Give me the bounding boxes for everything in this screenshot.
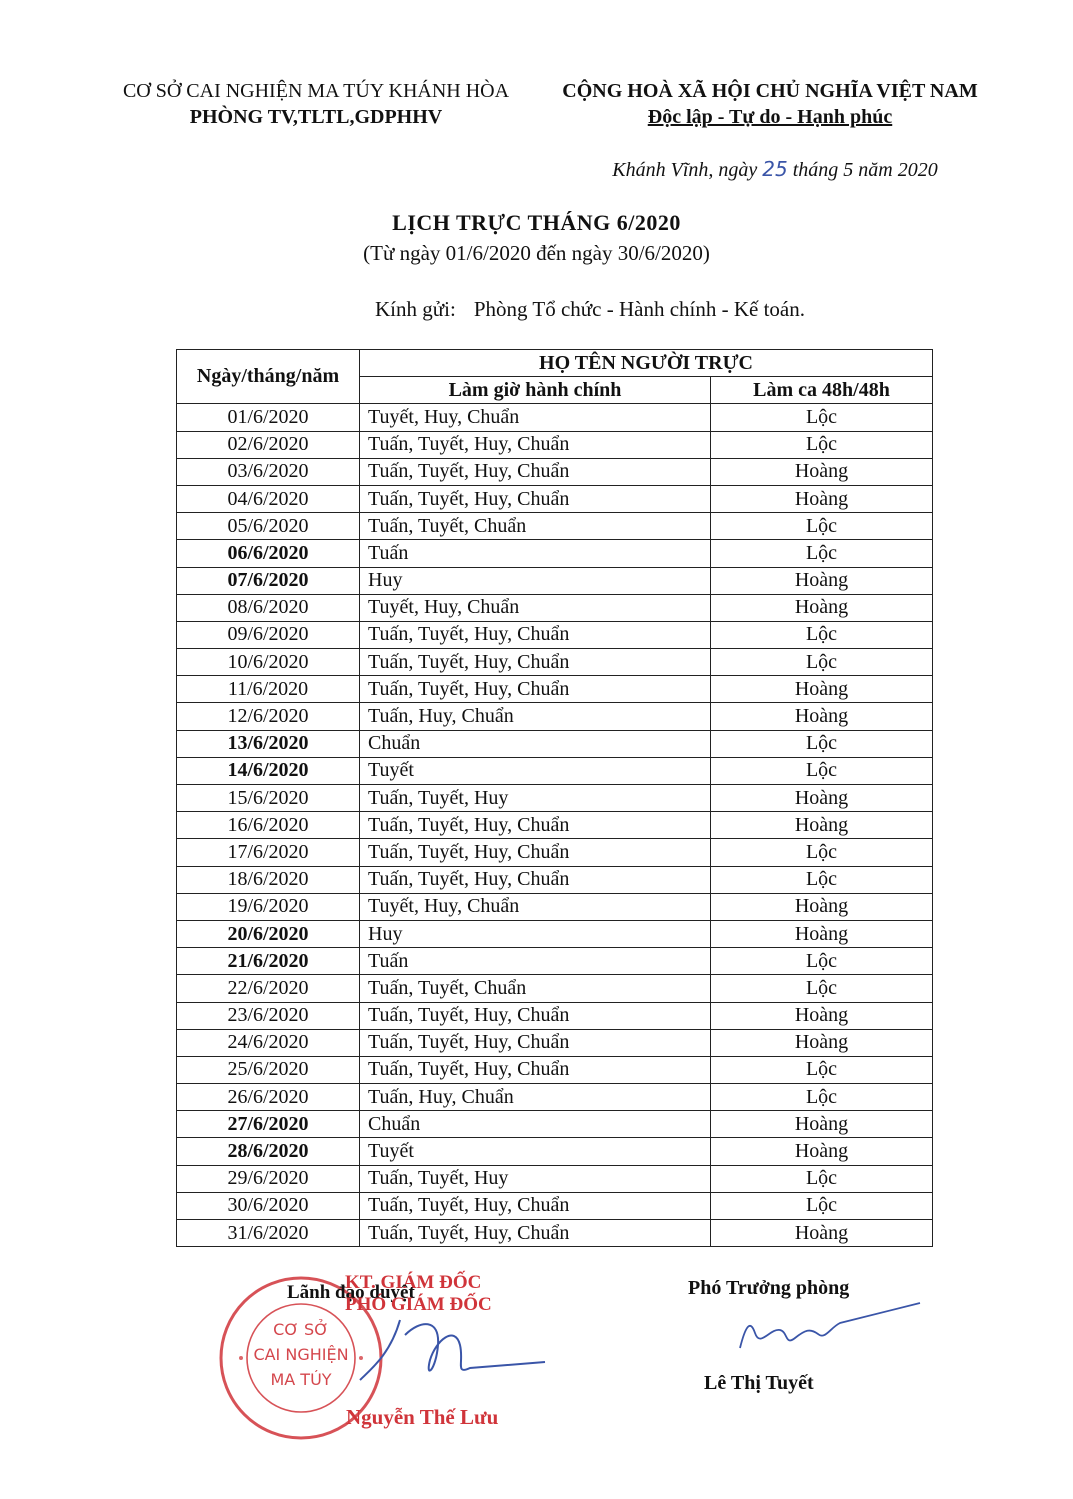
row-date: 14/6/2020 [177,757,360,784]
row-admin-staff: Tuyết, Huy, Chuẩn [360,893,711,920]
row-admin-staff: Tuấn, Tuyết, Huy, Chuẩn [360,621,711,648]
date-suffix: tháng 5 năm 2020 [792,159,938,181]
row-date: 11/6/2020 [177,676,360,703]
row-shift-staff: Lộc [711,1056,933,1083]
row-admin-staff: Tuấn, Huy, Chuẩn [360,703,711,730]
row-date: 06/6/2020 [177,540,360,567]
row-shift-staff: Hoàng [711,920,933,947]
row-admin-staff: Tuấn, Tuyết, Huy, Chuẩn [360,649,711,676]
seal-text-line3: MA TÚY [270,1370,332,1389]
row-shift-staff: Hoàng [711,676,933,703]
row-shift-staff: Lộc [711,757,933,784]
row-shift-staff: Hoàng [711,485,933,512]
organization-header [96,78,536,130]
row-shift-staff: Lộc [711,1084,933,1111]
table-row [177,1002,933,1029]
table-row [177,839,933,866]
table-row [177,567,933,594]
table-row [177,1029,933,1056]
table-row [177,649,933,676]
row-date: 29/6/2020 [177,1165,360,1192]
row-date: 27/6/2020 [177,1111,360,1138]
row-shift-staff: Lộc [711,649,933,676]
document-subtitle: (Từ ngày 01/6/2020 đến ngày 30/6/2020) [363,241,710,265]
org-name: CƠ SỞ CAI NGHIỆN MA TÚY KHÁNH HÒA [122,80,510,102]
row-date: 22/6/2020 [177,975,360,1002]
table-row [177,676,933,703]
recipient-value: Phòng Tổ chức - Hành chính - Kế toán. [473,297,805,321]
header-group: HỌ TÊN NGƯỜI TRỰC [360,350,933,377]
row-shift-staff: Lộc [711,431,933,458]
approval-label: Lãnh đạo duyệt [287,1282,415,1303]
row-admin-staff: Chuẩn [360,1111,711,1138]
row-admin-staff: Tuấn, Tuyết, Huy, Chuẩn [360,431,711,458]
row-shift-staff: Hoàng [711,567,933,594]
recipient-label: Kính gửi: [375,297,456,321]
row-date: 13/6/2020 [177,730,360,757]
row-shift-staff: Hoàng [711,812,933,839]
table-body [177,404,933,1247]
row-shift-staff: Hoàng [711,893,933,920]
table-row [177,485,933,512]
deputy-director-role2: PHÓ GIÁM ĐỐC [345,1294,492,1315]
row-admin-staff: Tuấn, Tuyết, Huy, Chuẩn [360,1056,711,1083]
row-admin-staff: Tuấn, Tuyết, Huy, Chuẩn [360,1192,711,1219]
row-shift-staff: Hoàng [711,458,933,485]
row-date: 04/6/2020 [177,485,360,512]
department-name: PHÒNG TV,TLTL,GDPHHV [189,106,443,128]
national-motto: Độc lập - Tự do - Hạnh phúc [647,106,893,128]
row-date: 28/6/2020 [177,1138,360,1165]
table-row [177,1056,933,1083]
row-admin-staff: Huy [360,920,711,947]
row-admin-staff: Tuấn [360,948,711,975]
row-admin-staff: Tuấn, Tuyết, Huy, Chuẩn [360,1002,711,1029]
row-date: 20/6/2020 [177,920,360,947]
row-date: 31/6/2020 [177,1220,360,1247]
row-date: 21/6/2020 [177,948,360,975]
table-row [177,1111,933,1138]
table-row [177,757,933,784]
row-shift-staff: Hoàng [711,785,933,812]
row-shift-staff: Lộc [711,513,933,540]
row-admin-staff: Tuấn, Tuyết, Huy, Chuẩn [360,866,711,893]
deputy-head-name: Lê Thị Tuyết [704,1372,814,1394]
row-shift-staff: Hoàng [711,703,933,730]
table-row [177,785,933,812]
row-admin-staff: Tuấn [360,540,711,567]
table-row [177,866,933,893]
deputy-head-title: Phó Trưởng phòng [688,1277,850,1299]
row-date: 15/6/2020 [177,785,360,812]
row-shift-staff: Hoàng [711,594,933,621]
row-date: 10/6/2020 [177,649,360,676]
row-shift-staff: Lộc [711,975,933,1002]
row-shift-staff: Lộc [711,948,933,975]
row-admin-staff: Tuấn, Tuyết, Huy [360,1165,711,1192]
deputy-director-role1: KT. GIÁM ĐỐC [345,1272,482,1293]
place-date-line [560,157,990,182]
table-row [177,948,933,975]
table-row [177,431,933,458]
table-row [177,458,933,485]
row-admin-staff: Tuấn, Tuyết, Huy, Chuẩn [360,812,711,839]
table-row [177,1220,933,1247]
table-row [177,703,933,730]
row-admin-staff: Tuyết [360,757,711,784]
row-date: 30/6/2020 [177,1192,360,1219]
table-row [177,812,933,839]
row-date: 23/6/2020 [177,1002,360,1029]
row-admin-staff: Tuấn, Tuyết, Huy, Chuẩn [360,458,711,485]
row-admin-staff: Tuấn, Tuyết, Chuẩn [360,975,711,1002]
row-date: 05/6/2020 [177,513,360,540]
row-date: 18/6/2020 [177,866,360,893]
row-shift-staff: Lộc [711,839,933,866]
table-row [177,730,933,757]
row-date: 01/6/2020 [177,404,360,431]
row-date: 03/6/2020 [177,458,360,485]
header-shift: Làm ca 48h/48h [711,377,933,404]
row-admin-staff: Huy [360,567,711,594]
row-admin-staff: Tuyết, Huy, Chuẩn [360,594,711,621]
row-shift-staff: Lộc [711,540,933,567]
header-date: Ngày/tháng/năm [177,350,360,404]
seal-text-line2: CAI NGHIỆN [253,1345,349,1364]
seal-text-line1: CƠ SỞ [273,1320,329,1339]
table-header-row [177,350,933,377]
row-admin-staff: Tuyết, Huy, Chuẩn [360,404,711,431]
row-date: 17/6/2020 [177,839,360,866]
date-prefix: Khánh Vĩnh, ngày [612,159,758,181]
row-date: 16/6/2020 [177,812,360,839]
table-row [177,1138,933,1165]
row-shift-staff: Lộc [711,1192,933,1219]
row-shift-staff: Lộc [711,621,933,648]
row-shift-staff: Lộc [711,730,933,757]
row-admin-staff: Tuấn, Huy, Chuẩn [360,1084,711,1111]
row-shift-staff: Hoàng [711,1220,933,1247]
row-admin-staff: Tuyết [360,1138,711,1165]
row-shift-staff: Lộc [711,1165,933,1192]
handwritten-day: 25 [762,157,788,181]
row-date: 19/6/2020 [177,893,360,920]
recipient-line [375,297,805,322]
table-row [177,975,933,1002]
row-admin-staff: Tuấn, Tuyết, Huy, Chuẩn [360,1029,711,1056]
table-row [177,920,933,947]
row-shift-staff: Hoàng [711,1029,933,1056]
table-row [177,893,933,920]
row-shift-staff: Lộc [711,866,933,893]
row-shift-staff: Hoàng [711,1138,933,1165]
table-row [177,404,933,431]
row-admin-staff: Chuẩn [360,730,711,757]
document-title: LỊCH TRỰC THÁNG 6/2020 [392,210,681,235]
table-row [177,540,933,567]
national-header [535,78,1005,130]
duty-roster-table [176,349,933,1247]
row-date: 08/6/2020 [177,594,360,621]
row-date: 26/6/2020 [177,1084,360,1111]
table-row [177,1192,933,1219]
row-admin-staff: Tuấn, Tuyết, Huy, Chuẩn [360,839,711,866]
row-admin-staff: Tuấn, Tuyết, Chuẩn [360,513,711,540]
table-row [177,513,933,540]
row-admin-staff: Tuấn, Tuyết, Huy, Chuẩn [360,485,711,512]
deputy-head-signature [700,1298,930,1358]
row-shift-staff: Hoàng [711,1002,933,1029]
row-shift-staff: Hoàng [711,1111,933,1138]
nation-name: CỘNG HOÀ XÃ HỘI CHỦ NGHĨA VIỆT NAM [562,80,978,102]
row-date: 07/6/2020 [177,567,360,594]
header-admin-hours: Làm giờ hành chính [360,377,711,404]
table-row [177,1165,933,1192]
row-date: 02/6/2020 [177,431,360,458]
row-date: 12/6/2020 [177,703,360,730]
row-date: 24/6/2020 [177,1029,360,1056]
table-row [177,621,933,648]
row-date: 09/6/2020 [177,621,360,648]
row-shift-staff: Lộc [711,404,933,431]
table-row [177,594,933,621]
row-admin-staff: Tuấn, Tuyết, Huy, Chuẩn [360,676,711,703]
row-admin-staff: Tuấn, Tuyết, Huy [360,785,711,812]
row-admin-staff: Tuấn, Tuyết, Huy, Chuẩn [360,1220,711,1247]
deputy-director-name: Nguyễn Thế Lưu [346,1405,499,1429]
table-row [177,1084,933,1111]
row-date: 25/6/2020 [177,1056,360,1083]
